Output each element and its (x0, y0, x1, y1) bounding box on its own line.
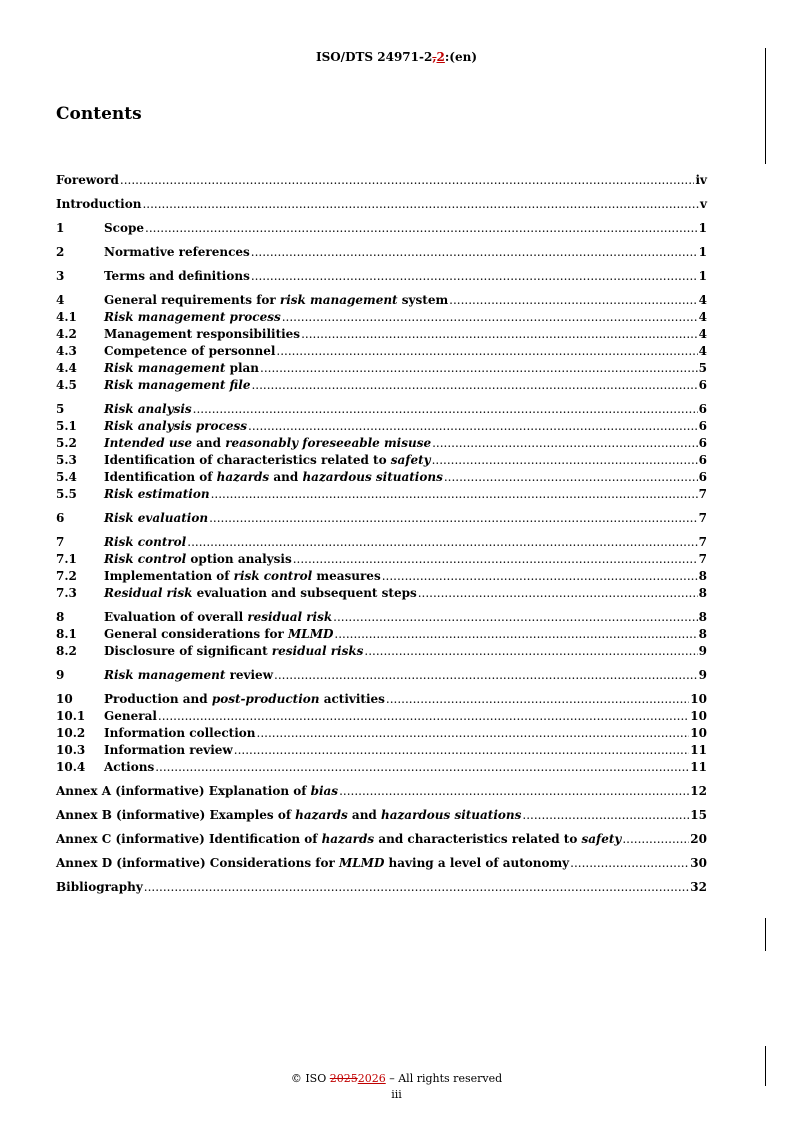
toc-entry-number: 10.2 (56, 726, 86, 740)
toc-entry[interactable] (56, 377, 707, 394)
toc-entry-title-part: Annex D (informative) Considerations for (56, 856, 339, 870)
toc-entry-number: 8.2 (56, 644, 77, 658)
toc-entry-title-part: Risk analysis process (104, 419, 248, 433)
toc-entry-number: 5.4 (56, 470, 77, 484)
toc-leader-dots (248, 418, 698, 435)
toc-leader-dots (211, 486, 698, 503)
toc-entry-page: 32 (690, 880, 707, 894)
toc-entry[interactable] (56, 626, 707, 643)
toc-entry-page: v (700, 197, 707, 211)
toc-entry-title (104, 377, 250, 394)
toc-entry-number: 9 (56, 668, 65, 682)
toc-entry[interactable] (56, 469, 707, 486)
toc-entry-title-part: Identification of (104, 470, 217, 484)
toc-entry-title-part: activities (319, 692, 385, 706)
toc-entry-title (104, 725, 256, 742)
toc-entry-page: 10 (690, 726, 707, 740)
toc-leader-dots (251, 244, 698, 261)
toc-entry-title-part: having a level of autonomy (384, 856, 570, 870)
toc-leader-dots (334, 626, 697, 643)
toc-leader-dots (193, 401, 698, 418)
toc-entry-number: 7.2 (56, 569, 77, 583)
toc-leader-dots (158, 708, 689, 725)
toc-entry-title-part: Identification of characteristics related to (104, 453, 391, 467)
toc-leader-dots (386, 691, 689, 708)
toc-entry-title-part: Information review (104, 743, 233, 757)
header-deleted-text: , (432, 50, 437, 64)
toc-entry-title-part: MLMD (287, 627, 334, 641)
toc-entry-title-part: hazardous situations (380, 808, 522, 822)
toc-entry-page: 8 (698, 586, 707, 600)
toc-entry-title-part: MLMD (338, 856, 385, 870)
toc-entry-title-part: Annex B (informative) Examples of (56, 808, 296, 822)
footer-suffix: – All rights reserved (385, 1072, 503, 1085)
toc-entry-page: 6 (698, 436, 707, 450)
change-bar-top (765, 48, 766, 164)
toc-entry[interactable] (56, 486, 707, 503)
toc-leader-dots (257, 725, 690, 742)
toc-entry-title (104, 643, 363, 660)
toc-leader-dots (444, 469, 698, 486)
toc-entry-title-part: Production and (104, 692, 212, 706)
toc-entry-page: 20 (690, 832, 707, 846)
toc-entry-title (104, 469, 443, 486)
toc-entry-page: 11 (690, 743, 707, 757)
toc-entry-number: 7.3 (56, 586, 77, 600)
toc-entry[interactable] (56, 268, 707, 285)
toc-entry-page: 8 (698, 569, 707, 583)
toc-entry-title-part: Competence of personnel (104, 344, 276, 358)
toc-entry-title (104, 568, 381, 585)
toc-leader-dots (382, 568, 698, 585)
toc-leader-dots (251, 268, 698, 285)
toc-leader-dots (251, 377, 697, 394)
toc-entry-page: 8 (698, 627, 707, 641)
toc-entry-title-part: Evaluation of overall (104, 610, 248, 624)
toc-entry-page: 9 (698, 668, 707, 682)
toc-entry[interactable] (56, 585, 707, 602)
toc-entry-page: 7 (698, 552, 707, 566)
toc-entry-title (104, 220, 144, 237)
toc-entry-page: 5 (698, 361, 707, 375)
toc-entry[interactable] (56, 691, 707, 708)
toc-entry-title-part: Normative references (104, 245, 250, 259)
toc-entry-title (104, 343, 275, 360)
toc-entry-page: 7 (698, 487, 707, 501)
toc-entry-number: 4.2 (56, 327, 77, 341)
toc-leader-dots (274, 667, 698, 684)
toc-entry[interactable] (56, 401, 707, 418)
toc-leader-dots (187, 534, 697, 551)
toc-entry-title (56, 807, 521, 824)
toc-entry-title-part: safety (581, 832, 622, 846)
toc-entry-title (104, 292, 448, 309)
toc-entry[interactable] (56, 292, 707, 309)
toc-entry-number: 10 (56, 692, 73, 706)
toc-entry-page: 11 (690, 760, 707, 774)
toc-entry-page: 8 (698, 610, 707, 624)
document-header (0, 50, 793, 64)
toc-entry-title (56, 855, 569, 872)
toc-leader-dots (570, 855, 689, 872)
toc-entry-number: 10.3 (56, 743, 86, 757)
toc-entry-page: 6 (698, 453, 707, 467)
toc-entry[interactable] (56, 196, 707, 213)
toc-entry-title-part: risk control (233, 569, 313, 583)
toc-entry-title-part: Risk estimation (104, 487, 210, 501)
copyright-footer (0, 1072, 793, 1085)
toc-entry-title-part: hazards (216, 470, 270, 484)
toc-entry-title-part: and characteristics related to (374, 832, 582, 846)
toc-entry-number: 7 (56, 535, 65, 549)
toc-leader-dots (260, 360, 698, 377)
toc-entry[interactable] (56, 220, 707, 237)
toc-entry-page: 12 (690, 784, 707, 798)
toc-entry[interactable] (56, 244, 707, 261)
toc-entry-title (104, 452, 431, 469)
toc-entry-title-part: residual risk (247, 610, 333, 624)
toc-entry-title-part: Risk management (104, 361, 226, 375)
toc-entry-number: 1 (56, 221, 65, 235)
toc-entry-title-part: and (191, 436, 226, 450)
toc-leader-dots (282, 309, 698, 326)
toc-entry-title-part: risk management (279, 293, 398, 307)
toc-entry-number: 8 (56, 610, 65, 624)
toc-entry-number: 4.4 (56, 361, 77, 375)
toc-entry[interactable] (56, 831, 707, 848)
toc-entry-title-part: Management responsibilities (104, 327, 301, 341)
toc-entry-page: 6 (698, 470, 707, 484)
toc-leader-dots (301, 326, 698, 343)
toc-entry-title-part: Bibliography (56, 880, 143, 894)
toc-entry-title-part: Risk control (104, 535, 187, 549)
toc-leader-dots (234, 742, 690, 759)
toc-entry-title-part: system (397, 293, 449, 307)
toc-entry[interactable] (56, 855, 707, 872)
toc-entry-number: 5 (56, 402, 65, 416)
toc-entry-title (104, 268, 250, 285)
toc-entry-title-part: reasonably foreseeable misuse (225, 436, 432, 450)
toc-entry-title-part: Introduction (56, 197, 142, 211)
toc-entry-page: 4 (698, 327, 707, 341)
footer-prefix: © ISO (290, 1072, 330, 1085)
toc-leader-dots (155, 759, 689, 776)
toc-leader-dots (622, 831, 689, 848)
toc-entry-page: 1 (698, 221, 707, 235)
toc-entry-title (104, 667, 273, 684)
toc-leader-dots (432, 452, 698, 469)
toc-entry[interactable] (56, 609, 707, 626)
toc-entry-page: 6 (698, 402, 707, 416)
toc-entry-title-part: Foreword (56, 173, 119, 187)
toc-entry-title-part: Risk analysis (104, 402, 192, 416)
toc-leader-dots (293, 551, 698, 568)
table-of-contents (56, 172, 707, 896)
toc-entry[interactable] (56, 172, 707, 189)
toc-entry[interactable] (56, 643, 707, 660)
toc-entry-page: 1 (698, 269, 707, 283)
toc-entry[interactable] (56, 708, 707, 725)
toc-entry-title (104, 626, 333, 643)
toc-entry[interactable] (56, 534, 707, 551)
page-title: Contents (56, 104, 142, 124)
toc-entry-title-part: Disclosure of significant (104, 644, 272, 658)
toc-entry-page: 30 (690, 856, 707, 870)
toc-entry-page: 7 (698, 535, 707, 549)
toc-entry[interactable] (56, 510, 707, 527)
toc-entry-title-part: hazardous situations (302, 470, 443, 484)
toc-entry-title (104, 486, 210, 503)
header-inserted-text: 2 (436, 50, 445, 64)
toc-entry[interactable] (56, 309, 707, 326)
toc-entry[interactable] (56, 326, 707, 343)
toc-entry[interactable] (56, 667, 707, 684)
toc-leader-dots (418, 585, 698, 602)
toc-entry[interactable] (56, 879, 707, 896)
toc-entry-number: 4 (56, 293, 65, 307)
header-prefix: ISO/DTS 24971-2 (315, 50, 433, 64)
toc-entry-title (104, 435, 431, 452)
toc-entry-number: 3 (56, 269, 65, 283)
toc-entry[interactable] (56, 807, 707, 824)
toc-entry-title-part: bias (310, 784, 339, 798)
toc-entry-page: 4 (698, 293, 707, 307)
toc-entry-title-part: post-production (211, 692, 320, 706)
toc-entry-title (104, 360, 259, 377)
toc-entry-number: 2 (56, 245, 65, 259)
toc-entry[interactable] (56, 452, 707, 469)
toc-leader-dots (276, 343, 697, 360)
toc-entry-title-part: Risk management (104, 668, 226, 682)
toc-entry-number: 4.5 (56, 378, 77, 392)
toc-entry-number: 4.1 (56, 310, 77, 324)
toc-leader-dots (333, 609, 697, 626)
toc-entry-number: 8.1 (56, 627, 77, 641)
toc-entry-title (104, 585, 417, 602)
toc-entry-title (104, 534, 186, 551)
toc-entry-number: 5.1 (56, 419, 77, 433)
toc-entry[interactable] (56, 343, 707, 360)
toc-entry-title (104, 691, 385, 708)
toc-entry-page: 10 (690, 709, 707, 723)
toc-entry-page: 15 (690, 808, 707, 822)
toc-entry-title (104, 244, 250, 261)
toc-entry-title (104, 708, 157, 725)
toc-entry-title-part: Risk management file (104, 378, 251, 392)
toc-entry-title-part: Risk evaluation (104, 511, 209, 525)
toc-entry-number: 10.1 (56, 709, 86, 723)
toc-entry-page: 1 (698, 245, 707, 259)
toc-entry-number: 5.5 (56, 487, 77, 501)
toc-entry-title (104, 609, 332, 626)
toc-entry-number: 7.1 (56, 552, 77, 566)
toc-entry-number: 10.4 (56, 760, 86, 774)
toc-leader-dots (432, 435, 698, 452)
toc-entry-title-part: Implementation of (104, 569, 234, 583)
toc-entry-page: iv (695, 173, 707, 187)
toc-entry-title (56, 879, 143, 896)
toc-leader-dots (449, 292, 697, 309)
toc-entry-title-part: General (104, 709, 157, 723)
toc-entry-title-part: option analysis (186, 552, 292, 566)
toc-entry-title-part: safety (390, 453, 431, 467)
toc-entry-number: 5.3 (56, 453, 77, 467)
toc-entry[interactable] (56, 742, 707, 759)
toc-entry-title (56, 196, 141, 213)
toc-entry-title-part: residual risks (271, 644, 364, 658)
toc-entry-title (104, 418, 247, 435)
toc-entry-page: 6 (698, 378, 707, 392)
toc-entry[interactable] (56, 418, 707, 435)
toc-entry-page: 10 (690, 692, 707, 706)
toc-entry-page: 6 (698, 419, 707, 433)
toc-entry-title-part: Actions (104, 760, 155, 774)
toc-entry-title-part: plan (225, 361, 260, 375)
toc-entry-number: 4.3 (56, 344, 77, 358)
footer-inserted-year: 2026 (357, 1072, 386, 1085)
toc-entry-title (104, 401, 192, 418)
toc-entry-title (56, 831, 621, 848)
toc-entry-title-part: hazards (295, 808, 348, 822)
toc-entry-title-part: Residual risk (104, 586, 193, 600)
toc-leader-dots (120, 172, 695, 189)
toc-entry[interactable] (56, 551, 707, 568)
toc-entry[interactable] (56, 360, 707, 377)
toc-leader-dots (144, 879, 690, 896)
toc-entry[interactable] (56, 783, 707, 800)
toc-leader-dots (209, 510, 698, 527)
change-bar-middle (765, 918, 766, 951)
toc-entry-page: 7 (698, 511, 707, 525)
toc-entry-title (104, 309, 281, 326)
page-number: iii (391, 1088, 402, 1101)
toc-entry-title-part: General requirements for (104, 293, 280, 307)
footer-deleted-year: 2025 (329, 1072, 358, 1085)
toc-entry-number: 5.2 (56, 436, 77, 450)
toc-leader-dots (522, 807, 689, 824)
toc-entry[interactable] (56, 725, 707, 742)
header-suffix: :(en) (444, 50, 478, 64)
toc-entry[interactable] (56, 759, 707, 776)
toc-entry-title-part: hazards (321, 832, 375, 846)
toc-entry-title-part: Risk control (104, 552, 187, 566)
toc-entry-title-part: and (269, 470, 303, 484)
toc-entry-page: 9 (698, 644, 707, 658)
toc-entry-title-part: Terms and definitions (104, 269, 250, 283)
toc-entry-title-part: General considerations for (104, 627, 288, 641)
toc-leader-dots (364, 643, 697, 660)
toc-entry-title-part: Information collection (104, 726, 256, 740)
toc-leader-dots (142, 196, 699, 213)
toc-entry-title (104, 759, 154, 776)
toc-entry-title-part: Annex A (informative) Explanation of (56, 784, 311, 798)
toc-entry-page: 4 (698, 344, 707, 358)
toc-entry-title-part: Annex C (informative) Identification of (56, 832, 322, 846)
toc-entry-title-part: Scope (104, 221, 145, 235)
toc-entry-number: 6 (56, 511, 65, 525)
toc-entry-title (104, 551, 292, 568)
toc-entry[interactable] (56, 568, 707, 585)
toc-entry-title-part: measures (312, 569, 381, 583)
toc-entry-title (104, 510, 208, 527)
toc-entry-title (56, 172, 119, 189)
toc-leader-dots (339, 783, 689, 800)
toc-entry-title (104, 326, 300, 343)
toc-entry-page: 4 (698, 310, 707, 324)
toc-entry-title-part: review (225, 668, 274, 682)
toc-entry-title (104, 742, 233, 759)
toc-entry-title-part: evaluation and subsequent steps (192, 586, 417, 600)
toc-leader-dots (145, 220, 698, 237)
toc-entry-title-part: and (347, 808, 381, 822)
toc-entry-title-part: Intended use (104, 436, 192, 450)
toc-entry-title (56, 783, 338, 800)
toc-entry[interactable] (56, 435, 707, 452)
toc-entry-title-part: Risk management process (104, 310, 281, 324)
